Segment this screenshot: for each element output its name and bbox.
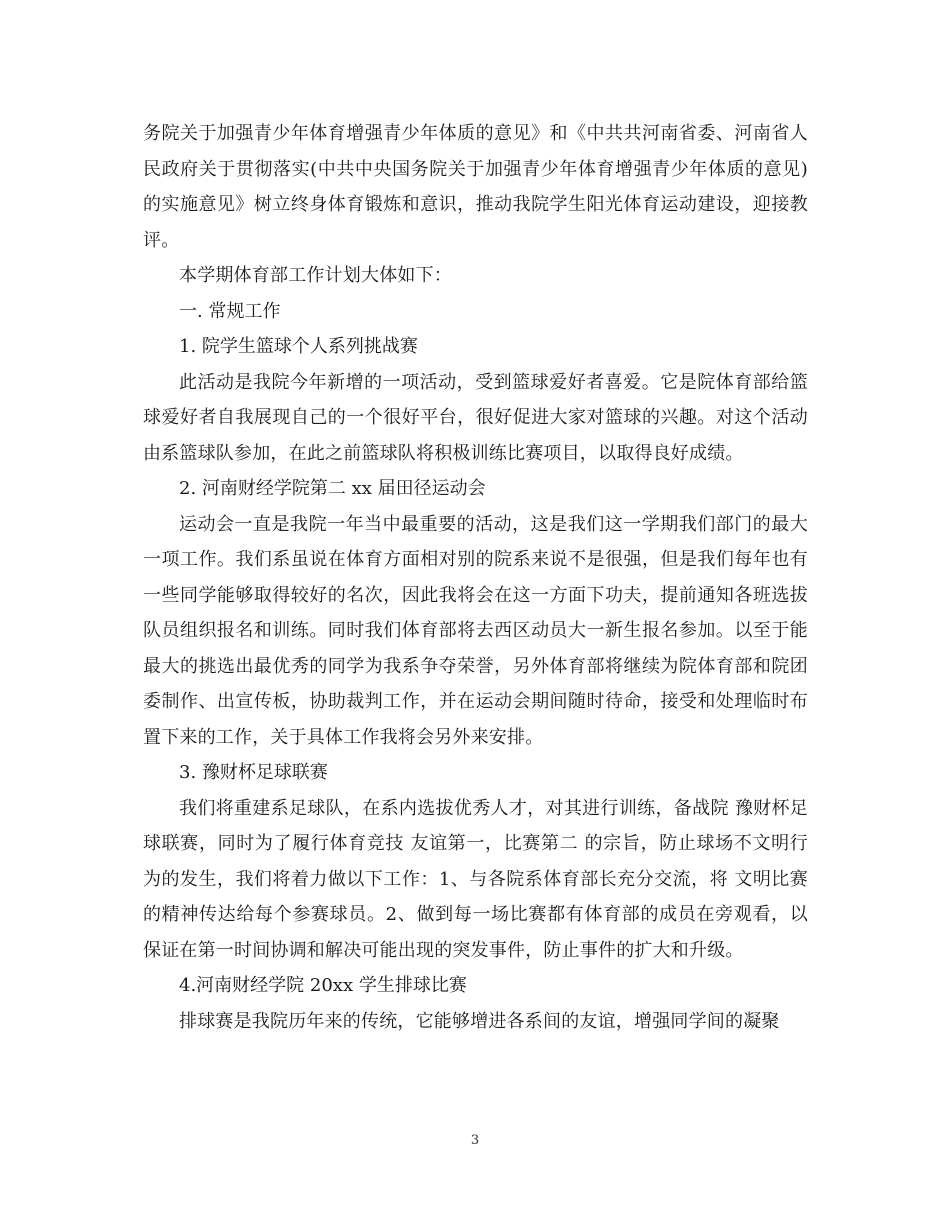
heading-track-field-meet: 2. 河南财经学院第二 xx 届田径运动会 <box>179 478 486 499</box>
paragraph-plan-intro: 本学期体育部工作计划大体如下： <box>179 265 452 286</box>
paragraph-football-league: 我们将重建系足球队，在系内选拔优秀人才，对其进行训练，备战院 豫财杯足球联赛，同时为了履行体育竞技 友谊第一，比赛第二 的宗旨，防止球场不文明行为的发生，我们将着力做以下工作：1、与各院系体育部长充分交流，将 文明比赛 的精神传达给每个参赛球员。2、做到每一场比赛都有体育部的成员在旁观看，以保证在第一时间协调和解决可能出现的突发事件，防止事件的扩大和升级。 <box>143 797 808 961</box>
document-body <box>143 116 808 1039</box>
paragraph-basketball-challenge: 此活动是我院今年新增的一项活动，受到篮球爱好者喜爱。它是院体育部给篮球爱好者自我展现自己的一个很好平台，很好促进大家对篮球的兴趣。对这个活动由系篮球队参加，在此之前篮球队将积极训练比赛项目，以取得良好成绩。 <box>143 371 808 464</box>
heading-basketball-challenge: 1. 院学生篮球个人系列挑战赛 <box>179 336 418 357</box>
heading-routine-work: 一. 常规工作 <box>179 300 281 322</box>
paragraph-volleyball-match: 排球赛是我院历年来的传统，它能够增进各系间的友谊，增强同学间的凝聚 <box>179 1010 780 1032</box>
page-number: 3 <box>470 1133 480 1148</box>
paragraph-track-field-meet: 运动会一直是我院一年当中最重要的活动，这是我们这一学期我们部门的最大一项工作。我们系虽说在体育方面相对别的院系来说不是很强，但是我们每年也有一些同学能够取得较好的名次，因此我将会在这一方面下功夫，提前通知各班选拔队员组织报名和训练。同时我们体育部将去西区动员大一新生报名参加。以至于能最大的挑选出最优秀的同学为我系争夺荣誉，另外体育部将继续为院体育部和院团委制作、出宣传板，协助裁判工作，并在运动会期间随时待命，接受和处理临时布置下来的工作，关于具体工作我将会另外来安排。 <box>143 513 808 748</box>
paragraph-continuation: 务院关于加强青少年体育增强青少年体质的意见》和《中共共河南省委、河南省人民政府关于贯彻落实(中共中央国务院关于加强青少年体育增强青少年体质的意见)的实施意见》树立终身体育锻炼和意识，推动我院学生阳光体育运动建设，迎接教评。 <box>143 123 808 251</box>
heading-volleyball-match: 4.河南财经学院 20xx 学生排球比赛 <box>179 975 467 996</box>
heading-football-league: 3. 豫财杯足球联赛 <box>179 762 328 783</box>
